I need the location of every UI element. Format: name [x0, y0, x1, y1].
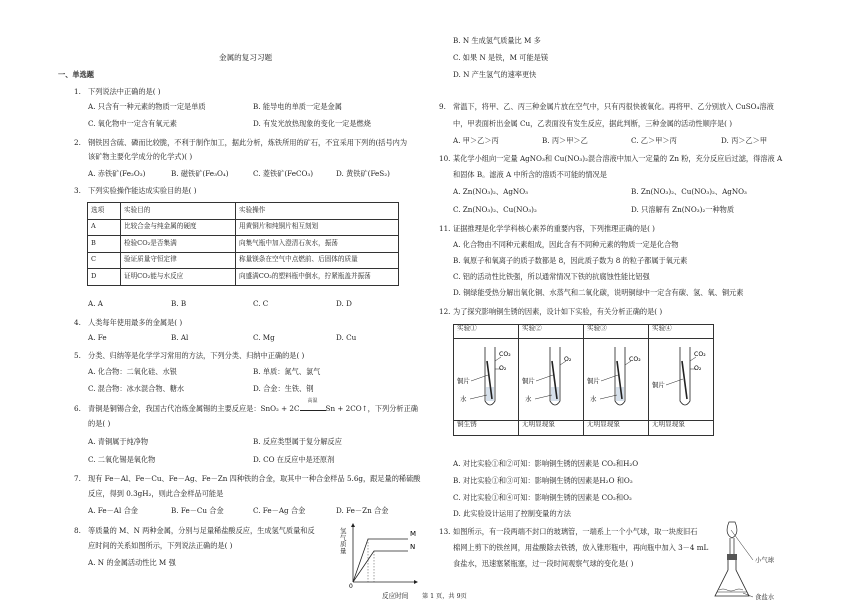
experiment-2-diagram — [519, 339, 584, 421]
question-stem: 证据推理是化学学科核心素养的重要内容，下列推理正确的是( ) — [453, 224, 655, 233]
page-footer: 第 1 页，共 9页 — [422, 593, 467, 600]
option-b[interactable]: B. 氧原子和氧离子的质子数都是 8，因此质子数为 8 的粒子都属于氧元素 — [453, 256, 688, 265]
table-cell: 证明CO₂能与水反应 — [121, 269, 236, 286]
option-d[interactable]: D. 此实验设计运用了控制变量的方法 — [453, 509, 571, 518]
question-8 — [74, 527, 315, 535]
table-header-row — [88, 203, 399, 220]
option-d[interactable]: D. N 产生氢气的速率更快 — [453, 70, 537, 79]
balloon-label: 小气球 — [755, 556, 775, 564]
question-11 — [439, 225, 655, 233]
water-label: 水 — [525, 395, 532, 403]
table-row-diagrams — [454, 339, 714, 421]
question-1 — [74, 88, 161, 96]
experiment-4-diagram — [649, 339, 714, 421]
table-cell: A — [88, 219, 121, 236]
question-number: 12. — [439, 307, 451, 316]
question-stem: 现有 Fe－Al、Fe－Cu、Fe－Ag、Fe－Zn 四种铁的合金，取其中一种合金样品 5.6g，跟足量的稀硫酸 — [88, 474, 421, 483]
question-stem-cont: 该矿物主要化学成分的化学式)( ) — [88, 152, 193, 161]
experiment-table — [87, 202, 399, 286]
table-cell: 铜生锈 — [454, 420, 519, 435]
table-header-cell: 实验④ — [649, 325, 714, 339]
table-header-row — [454, 325, 714, 339]
equation-right: Sn + 2CO↑ — [325, 404, 368, 413]
option-b[interactable]: B. Fe－Cu 合金 — [171, 506, 224, 515]
question-4 — [74, 319, 182, 327]
question-stem-cont: 食盐水，迅速塞紧瓶塞，过一段时间观察气球的变化是( ) — [453, 559, 634, 568]
question-12 — [439, 308, 662, 316]
test-tube-icon — [652, 339, 710, 417]
table-cell: 验证质量守恒定律 — [121, 252, 236, 269]
question-3 — [74, 187, 197, 195]
question-stem: 等质量的 M、N 两种金属，分别与足量稀盐酸反应，生成氢气质量和反 — [88, 526, 315, 535]
co2-label: CO₂ — [629, 356, 641, 363]
question-number: 6. — [74, 404, 81, 413]
option-b[interactable]: B. 能导电的单质一定是金属 — [253, 102, 342, 111]
table-header-cell: 实验① — [454, 325, 519, 339]
option-d[interactable]: D. CO 在反应中是还原剂 — [253, 455, 335, 464]
option-b[interactable]: B. 对比实验①和③可知：影响铜生锈的因素是H₂O 和O₂ — [453, 476, 633, 485]
option-a[interactable]: A. 化合物由不同种元素组成，因此含有不同种元素的物质一定是化合物 — [453, 240, 679, 249]
question-number: 2. — [74, 138, 81, 147]
option-d[interactable]: D. 丙＞乙＞甲 — [721, 136, 768, 145]
test-tube-icon — [457, 339, 515, 417]
salt-water-label: 食盐水 — [755, 593, 775, 601]
series-n-line — [353, 551, 408, 582]
option-c[interactable]: C. 氧化物中一定含有氧元素 — [88, 119, 177, 128]
steel-wool-icon — [719, 589, 743, 591]
stopper-icon — [727, 554, 737, 560]
option-b[interactable]: B. Al — [171, 333, 189, 342]
table-cell: 比较合金与纯金属的硬度 — [121, 219, 236, 236]
table-cell: 无明显现象 — [584, 420, 649, 435]
question-6 — [74, 398, 418, 413]
question-number: 11. — [439, 224, 451, 233]
question-number: 13. — [439, 527, 451, 536]
question-stem-cont: 和固体 B。滤液 A 中所含的溶质不可能的情况是 — [453, 170, 607, 179]
option-a[interactable]: A. 对比实验①和②可知：影响铜生锈的因素是 CO₂和H₂O — [453, 459, 639, 468]
option-a[interactable]: A. 甲＞乙＞丙 — [453, 136, 499, 145]
question-stem: 常温下，将甲、乙、丙三种金属片放在空气中，只有丙很快被氧化。再将甲、乙分别放入 CuSO₄溶液 — [453, 102, 774, 111]
equation-left: SnO₂ + 2C — [260, 404, 300, 413]
table-row — [88, 219, 399, 236]
question-number: 5. — [74, 351, 81, 360]
copper-label: 铜片 — [587, 377, 600, 385]
option-d[interactable]: D. 有发光放热现象的变化一定是燃烧 — [253, 119, 371, 128]
question-stem: 如图所示，有一段两端不封口的玻璃管，一端系上一个小气球，取一块废旧石 — [453, 527, 698, 536]
option-d[interactable]: D. D — [336, 299, 352, 308]
series-n-label: N — [410, 543, 416, 551]
table-cell: B — [88, 236, 121, 253]
copper-rust-experiment-table — [453, 324, 714, 436]
water-label: 水 — [590, 395, 597, 403]
copper-label: 铜片 — [457, 377, 470, 385]
hydrogen-mass-graph — [338, 522, 418, 588]
table-cell: 无明显现象 — [519, 420, 584, 435]
question-5 — [74, 352, 304, 360]
option-a[interactable]: A. Zn(NO₃)₂、AgNO₃ — [453, 187, 528, 196]
option-c[interactable]: C. Fe－Ag 合金 — [253, 506, 306, 515]
option-a[interactable]: A. Fe－Al 合金 — [88, 506, 138, 515]
option-d[interactable]: D. 黄铁矿(FeS₂) — [336, 169, 390, 178]
table-header-cell: 实验目的 — [121, 203, 236, 220]
option-a[interactable]: A. Fe — [88, 333, 107, 342]
question-2 — [74, 139, 407, 147]
option-c[interactable]: C. Zn(NO₃)₂、Cu(NO₃)₂ — [453, 205, 537, 214]
question-number: 1. — [74, 87, 81, 96]
option-c[interactable]: C. Mg — [253, 333, 275, 342]
option-c[interactable]: C. C — [253, 299, 269, 308]
question-stem: 青铜是铜锡合金，我国古代冶炼金属锡的主要反应是： — [88, 404, 261, 413]
table-cell: 无明显现象 — [649, 420, 714, 435]
table-cell: 向盛满CO₂的塑料瓶中倒水，拧紧瓶盖并振荡 — [236, 269, 399, 286]
option-c[interactable]: C. 铝的活动性比铁强，所以通常情况下铁的抗腐蚀性能比铝强 — [453, 272, 650, 281]
test-tube-icon — [522, 339, 580, 417]
origin-label: 0 — [349, 583, 353, 588]
question-7 — [74, 475, 421, 483]
question-stem-cont: 反应，得到 0.3gH₂，则此合金样品可能是 — [88, 489, 224, 498]
option-a[interactable]: A. N 的金属活动性比 M 强 — [88, 558, 176, 567]
question-number: 8. — [74, 526, 81, 535]
option-b[interactable]: B. N 生成氢气质量比 M 多 — [453, 36, 541, 45]
question-number: 9. — [439, 102, 446, 111]
table-cell: 用黄铜片和纯铜片相互刻划 — [236, 219, 399, 236]
option-c[interactable]: C. 二氧化锡是氧化物 — [88, 455, 156, 464]
o2-label: O₂ — [694, 365, 702, 372]
question-stem: 人类每年使用最多的金属是( ) — [88, 318, 183, 327]
option-c[interactable]: C. 如果 N 是铁，M 可能是镁 — [453, 53, 549, 62]
table-row — [88, 269, 399, 286]
question-stem: 为了探究影响铜生锈的因素，设计如下实验，有关分析正确的是( ) — [453, 307, 663, 316]
option-d[interactable]: D. 铜绿能受热分解出氧化铜、水蒸气和二氧化碳，说明铜绿中一定含有碳、氢、氧、铜元素 — [453, 288, 744, 297]
question-stem: 钢铁因含硫、磷而比较脆，不利于制作加工，据此分析，炼铁所用的矿石，不宜采用下列的(括号内为 — [88, 138, 408, 147]
question-stem-cont: 中，甲表面析出金属 Cu，乙表面没有发生反应，据此判断，三种金属的活动性顺序是( ) — [453, 119, 733, 128]
question-stem: 分类、归纳等是化学学习常用的方法，下列分类、归纳中正确的是( ) — [88, 351, 305, 360]
experiment-3-diagram — [584, 339, 649, 421]
question-number: 4. — [74, 318, 81, 327]
table-cell: 称量镁条在空气中点燃前、后固体的质量 — [236, 252, 399, 269]
option-c[interactable]: C. 混合物：冰水混合物、糖水 — [88, 384, 185, 393]
option-b[interactable]: B. 单质：氮气、氯气 — [253, 367, 321, 376]
question-stem: 下列实验操作能达成实验目的是( ) — [88, 186, 197, 195]
water-label: 水 — [460, 395, 467, 403]
question-number: 10. — [439, 154, 451, 163]
question-number: 7. — [74, 474, 81, 483]
question-stem-cont: 应时间的关系如图所示，下列说法正确的是( ) — [88, 541, 233, 550]
question-10 — [439, 155, 782, 163]
table-header-cell: 选项 — [88, 203, 121, 220]
option-a[interactable]: A. 赤铁矿(Fe₂O₃) — [88, 169, 146, 178]
question-number: 3. — [74, 186, 81, 195]
experiment-1-diagram — [454, 339, 519, 421]
option-a[interactable]: A. 青铜属于纯净物 — [88, 437, 149, 446]
question-stem-cont: 的是( ) — [88, 419, 111, 428]
question-stem: 某化学小组向一定量 AgNO₃和 Cu(NO₃)₂混合溶液中加入一定量的 Zn 粉，充分反应后过滤，得溶液 A — [453, 154, 783, 163]
option-a[interactable]: A. 只含有一种元素的物质一定是单质 — [88, 102, 206, 111]
co2-label: CO₂ — [499, 351, 511, 358]
y-axis-arrow — [351, 523, 355, 527]
option-d[interactable]: D. Cu — [336, 333, 357, 342]
table-cell: 检验CO₂是否集满 — [121, 236, 236, 253]
x-axis-label: 反应时间 — [382, 592, 409, 600]
table-header-cell: 实验② — [519, 325, 584, 339]
table-cell: D — [88, 269, 121, 286]
option-b[interactable]: B. Zn(NO₃)₂、Cu(NO₃)₂、AgNO₃ — [631, 187, 747, 196]
section-heading: 一、单选题 — [58, 70, 94, 79]
y-axis-label: 氢气质量 — [340, 527, 347, 556]
question-9 — [439, 103, 774, 111]
table-row — [88, 236, 399, 253]
question-13 — [439, 528, 697, 536]
option-d[interactable]: D. 只溶解有 Zn(NO₃)₂一种物质 — [631, 205, 735, 214]
o2-label: O₂ — [499, 365, 507, 372]
copper-label: 铜片 — [652, 381, 665, 389]
series-m-line — [353, 539, 408, 582]
option-d[interactable]: D. 合金：生铁、钢 — [253, 384, 314, 393]
option-b[interactable]: B. 丙＞甲＞乙 — [542, 136, 588, 145]
equation-arrow — [300, 398, 326, 411]
option-a[interactable]: A. 化合物：二氧化硅、水银 — [88, 367, 177, 376]
option-b[interactable]: B. 磁铁矿(Fe₃O₄) — [171, 169, 229, 178]
option-b[interactable]: B. B — [171, 299, 187, 308]
test-tube-icon — [587, 339, 645, 417]
table-header-cell: 实验操作 — [236, 203, 399, 220]
reaction-condition: 高温 — [307, 398, 318, 404]
table-cell: C — [88, 252, 121, 269]
table-cell: 向集气瓶中加入澄清石灰水，振荡 — [236, 236, 399, 253]
balloon-icon — [727, 522, 737, 538]
option-a[interactable]: A. A — [88, 299, 103, 308]
table-row-results — [454, 420, 714, 435]
table-header-cell: 实验③ — [584, 325, 649, 339]
option-c[interactable]: C. 乙＞甲＞丙 — [631, 136, 677, 145]
page-title: 金属的复习习题 — [219, 53, 273, 62]
option-b[interactable]: B. 反应类型属于复分解反应 — [253, 437, 342, 446]
option-c[interactable]: C. 菱铁矿(FeCO₃) — [253, 169, 314, 178]
question-stem: 下列说法中正确的是( ) — [88, 87, 161, 96]
table-row — [88, 252, 399, 269]
question-stem-tail: ，下列分析正确 — [367, 404, 418, 413]
option-c[interactable]: C. 对比实验①和④可知：影响铜生锈的因素是 CO₂和O₂ — [453, 493, 632, 502]
copper-label: 铜片 — [522, 377, 535, 385]
flask-icon — [715, 560, 749, 596]
co2-label: CO₂ — [694, 351, 706, 358]
series-m-label: M — [410, 530, 417, 538]
o2-label: O₂ — [564, 356, 572, 363]
x-axis-arrow — [414, 580, 418, 584]
question-stem-cont: 棉网上剪下的铁丝网，用盐酸除去铁锈，放入锥形瓶中，再向瓶中加入 3－4 mL — [453, 543, 709, 552]
option-d[interactable]: D. Fe－Zn 合金 — [336, 506, 389, 515]
